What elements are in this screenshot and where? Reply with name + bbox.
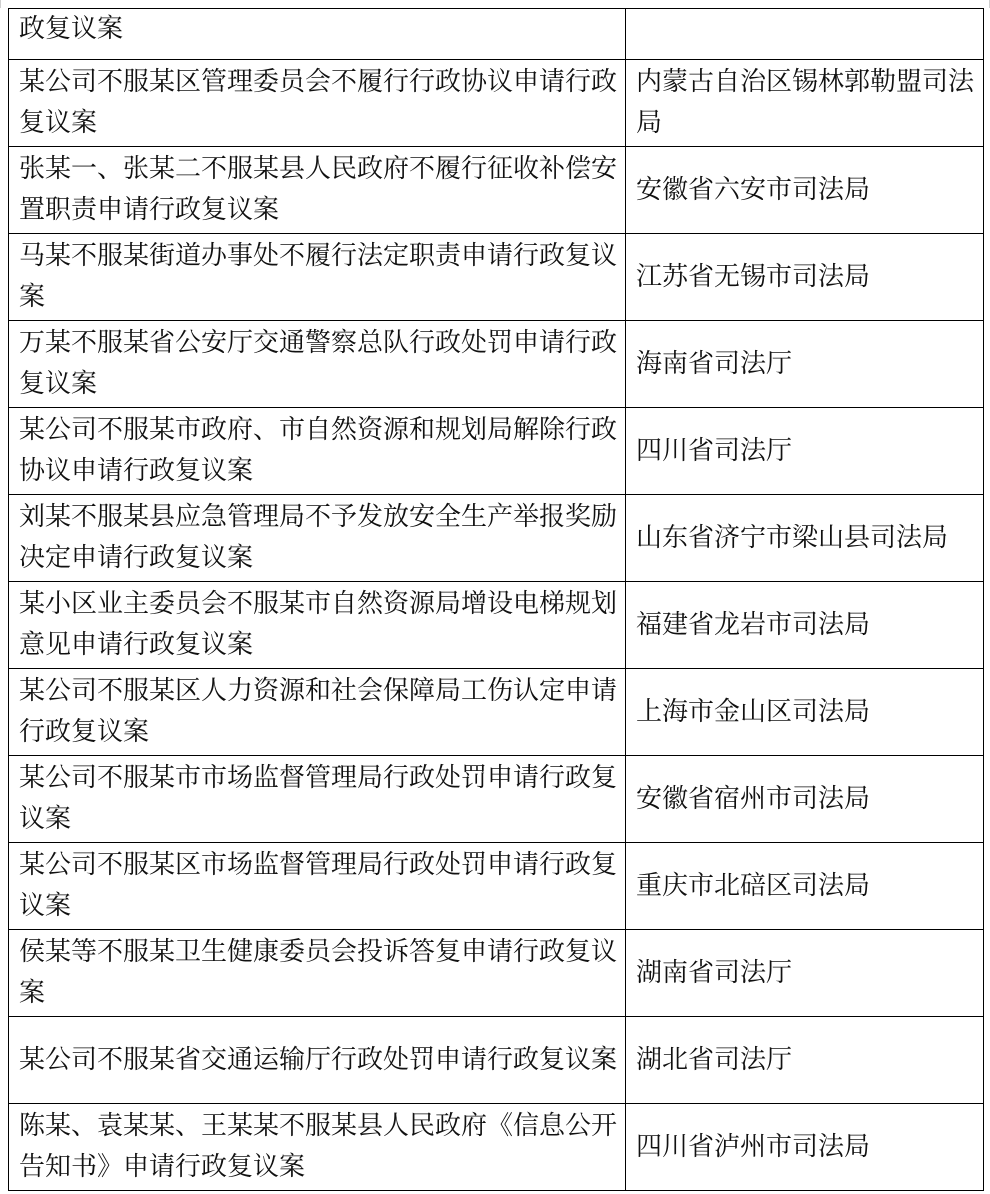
case-title-cell: 某公司不服某区管理委员会不履行行政协议申请行政复议案 — [9, 60, 626, 147]
case-title-cell: 某公司不服某区人力资源和社会保障局工伤认定申请行政复议案 — [9, 669, 626, 756]
organization-cell: 四川省泸州市司法局 — [626, 1104, 984, 1191]
organization-cell: 上海市金山区司法局 — [626, 669, 984, 756]
organization-cell: 山东省济宁市梁山县司法局 — [626, 495, 984, 582]
table-row — [9, 1104, 984, 1191]
table-row — [9, 408, 984, 495]
table-row — [9, 60, 984, 147]
page-top-edge — [0, 0, 990, 8]
table-row — [9, 582, 984, 669]
table-row — [9, 147, 984, 234]
organization-cell — [626, 9, 984, 60]
case-title-cell: 某公司不服某市政府、市自然资源和规划局解除行政协议申请行政复议案 — [9, 408, 626, 495]
case-title-cell: 政复议案 — [9, 9, 626, 60]
case-title-cell: 万某不服某省公安厅交通警察总队行政处罚申请行政复议案 — [9, 321, 626, 408]
table-row — [9, 843, 984, 930]
organization-cell: 福建省龙岩市司法局 — [626, 582, 984, 669]
table-row — [9, 669, 984, 756]
case-title-cell: 马某不服某街道办事处不履行法定职责申请行政复议案 — [9, 234, 626, 321]
organization-cell: 湖北省司法厅 — [626, 1017, 984, 1104]
table-row — [9, 321, 984, 408]
case-title-cell: 刘某不服某县应急管理局不予发放安全生产举报奖励决定申请行政复议案 — [9, 495, 626, 582]
organization-cell: 内蒙古自治区锡林郭勒盟司法局 — [626, 60, 984, 147]
table-row — [9, 234, 984, 321]
table-row — [9, 495, 984, 582]
organization-cell: 湖南省司法厅 — [626, 930, 984, 1017]
case-title-cell: 陈某、袁某某、王某某不服某县人民政府《信息公开告知书》申请行政复议案 — [9, 1104, 626, 1191]
table-row — [9, 756, 984, 843]
case-title-cell: 某小区业主委员会不服某市自然资源局增设电梯规划意见申请行政复议案 — [9, 582, 626, 669]
table-row — [9, 9, 984, 60]
organization-cell: 海南省司法厅 — [626, 321, 984, 408]
organization-cell: 江苏省无锡市司法局 — [626, 234, 984, 321]
case-table — [8, 8, 984, 1191]
case-title-cell: 张某一、张某二不服某县人民政府不履行征收补偿安置职责申请行政复议案 — [9, 147, 626, 234]
case-title-cell: 某公司不服某市市场监督管理局行政处罚申请行政复议案 — [9, 756, 626, 843]
organization-cell: 重庆市北碚区司法局 — [626, 843, 984, 930]
case-title-cell: 某公司不服某区市场监督管理局行政处罚申请行政复议案 — [9, 843, 626, 930]
table-row — [9, 1017, 984, 1104]
organization-cell: 安徽省六安市司法局 — [626, 147, 984, 234]
table-row — [9, 930, 984, 1017]
organization-cell: 四川省司法厅 — [626, 408, 984, 495]
case-title-cell: 某公司不服某省交通运输厅行政处罚申请行政复议案 — [9, 1017, 626, 1104]
organization-cell: 安徽省宿州市司法局 — [626, 756, 984, 843]
case-title-cell: 侯某等不服某卫生健康委员会投诉答复申请行政复议案 — [9, 930, 626, 1017]
